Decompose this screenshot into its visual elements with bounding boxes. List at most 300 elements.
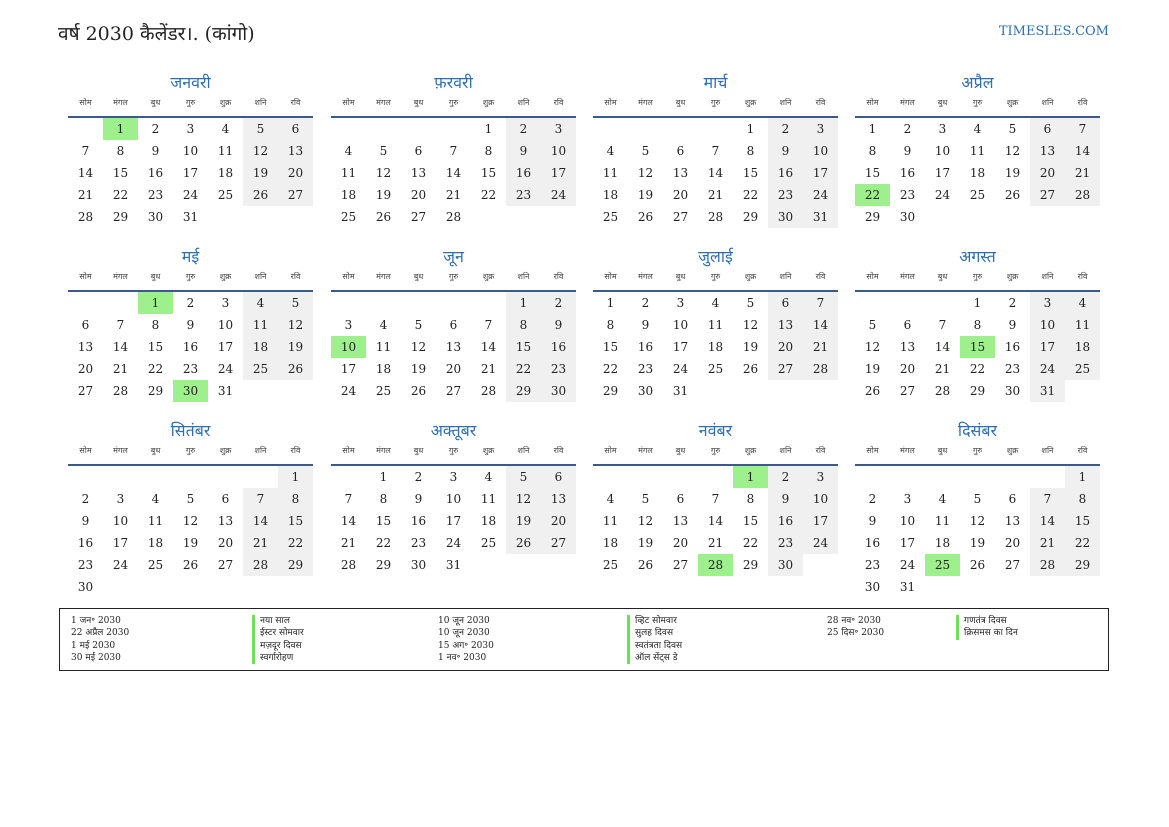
day-cell: 29 [1065,554,1100,576]
weekday-label: रवि [1077,272,1088,281]
day-cell: 27 [1030,184,1065,206]
day-cell: 23 [147,188,164,202]
day-cell: 16 [864,536,881,550]
day-cell: 12 [375,166,392,180]
weekday-label: शनि [1041,272,1054,281]
day-cell: 11 [147,514,164,528]
day-cell: 7 [243,488,278,510]
day-cell: 10 [803,140,838,162]
weekday-label: शनि [1041,446,1054,455]
day-cell: 13 [445,340,462,354]
day-cell: 14 [340,514,357,528]
day-cell: 28 [77,210,94,224]
month-name: अप्रैल [961,73,994,92]
month-calendar [855,420,1100,598]
day-cell: 14 [480,340,497,354]
day-cell: 7 [449,144,458,158]
day-cell: 11 [934,514,951,528]
day-cell: 9 [868,514,877,528]
day-cell: 30 [541,380,576,402]
empty-cell [855,292,890,314]
empty-cell [698,466,733,488]
legend-col3-names [956,615,1018,640]
weekday-label: बुध [413,98,424,107]
day-cell: 30 [410,558,427,572]
day-cell: 8 [506,314,541,336]
weekday-label: मंगल [113,98,128,107]
month-name: दिसंबर [957,421,998,440]
day-cell: 17 [541,162,576,184]
weekday-header [855,268,1100,292]
day-cell: 22 [112,188,129,202]
day-cell: 31 [1030,380,1065,402]
day-cell: 10 [331,336,366,358]
weekday-label: सोम [79,98,92,107]
empty-cell [436,118,471,140]
legend-col1-names [252,615,304,664]
day-cell: 28 [1065,184,1100,206]
day-cell: 21 [707,536,724,550]
day-cell: 19 [506,510,541,532]
month-calendar [331,420,576,576]
weekday-header [68,94,313,118]
legend-holiday-name: गणतंत्र दिवस [964,616,1007,626]
day-cell: 2 [768,118,803,140]
legend-date: 1 नव॰ 2030 [438,652,487,663]
site-link[interactable]: TIMESLES.COM [998,24,1109,39]
day-cell: 16 [899,166,916,180]
weekday-label: रवि [815,446,826,455]
legend-holiday-name: क्रिसमस का दिन [964,628,1018,639]
empty-cell [925,466,960,488]
empty-cell [628,466,663,488]
day-cell: 12 [243,140,278,162]
legend-date: 30 मई 2030 [71,652,121,663]
day-cell: 13 [77,340,94,354]
day-cell: 13 [672,166,689,180]
day-cell: 1 [379,470,388,484]
day-cell: 2 [868,492,877,506]
day-cell: 22 [742,536,759,550]
day-cell: 18 [969,166,986,180]
day-cell: 26 [410,384,427,398]
day-cell: 27 [410,210,427,224]
day-cell: 19 [637,188,654,202]
weekday-label: शनि [517,446,530,455]
weekday-label: रवि [553,272,564,281]
weekday-header [331,94,576,118]
weekday-label: शनि [517,98,530,107]
day-cell: 18 [1065,336,1100,358]
day-cell: 10 [934,144,951,158]
day-cell: 5 [278,292,313,314]
day-cell: 12 [506,488,541,510]
day-cell: 27 [541,532,576,554]
day-cell: 2 [641,296,650,310]
day-grid [331,118,576,228]
weekday-label: शनि [779,446,792,455]
empty-cell [68,466,103,488]
day-cell: 18 [602,536,619,550]
day-cell: 3 [803,466,838,488]
day-cell: 20 [672,536,689,550]
day-cell: 7 [344,492,353,506]
weekday-label: बुध [937,272,948,281]
weekday-label: गुरु [710,272,721,281]
day-cell: 6 [278,118,313,140]
weekday-label: मंगल [113,272,128,281]
day-cell: 2 [1008,296,1017,310]
day-cell: 26 [864,384,881,398]
day-cell: 14 [1030,510,1065,532]
day-cell: 1 [103,118,138,140]
day-cell: 24 [340,384,357,398]
day-cell: 20 [278,162,313,184]
day-cell: 13 [672,514,689,528]
day-cell: 20 [445,362,462,376]
day-cell: 8 [868,144,877,158]
weekday-label: शुक्र [744,272,757,281]
day-cell: 17 [182,166,199,180]
day-cell: 27 [672,558,689,572]
day-cell: 22 [969,362,986,376]
weekday-label: मंगल [638,446,653,455]
day-cell: 7 [81,144,90,158]
month-name: नवंबर [698,421,733,440]
day-cell: 13 [1004,514,1021,528]
day-cell: 14 [707,514,724,528]
empty-cell [471,292,506,314]
weekday-header [68,268,313,292]
day-cell: 28 [480,384,497,398]
empty-cell [331,118,366,140]
day-cell: 21 [934,362,951,376]
weekday-label: शुक्र [482,272,495,281]
day-cell: 5 [868,318,877,332]
day-cell: 16 [506,162,541,184]
day-cell: 2 [768,466,803,488]
day-cell: 5 [746,296,755,310]
weekday-label: रवि [815,98,826,107]
legend-holiday-name: ऑल सेंट्स डे [635,652,678,663]
day-cell: 21 [445,188,462,202]
day-cell: 19 [410,362,427,376]
day-cell: 16 [1004,340,1021,354]
day-cell: 5 [641,492,650,506]
weekday-header [855,94,1100,118]
weekday-label: शनि [779,272,792,281]
day-cell: 3 [186,122,195,136]
legend-date: 1 जन॰ 2030 [71,616,121,626]
day-cell: 26 [742,362,759,376]
weekday-label: मंगल [376,272,391,281]
day-cell: 26 [506,532,541,554]
day-cell: 15 [742,514,759,528]
day-cell: 13 [1030,140,1065,162]
day-cell: 10 [899,514,916,528]
day-cell: 27 [1004,558,1021,572]
day-grid [331,466,576,576]
day-cell: 16 [147,166,164,180]
legend-col1-dates [71,615,129,664]
day-cell: 12 [1004,144,1021,158]
empty-cell [1030,466,1065,488]
day-cell: 6 [221,492,230,506]
day-cell: 30 [1004,384,1021,398]
day-grid [68,466,313,598]
weekday-label: गुरु [448,272,459,281]
day-cell: 1 [506,292,541,314]
day-cell: 4 [606,492,615,506]
weekday-label: शुक्र [219,98,232,107]
day-cell: 21 [707,188,724,202]
day-cell: 4 [221,122,230,136]
day-cell: 28 [707,210,724,224]
weekday-header [593,268,838,292]
day-cell: 16 [768,510,803,532]
day-cell: 13 [899,340,916,354]
day-cell: 3 [903,492,912,506]
day-cell: 19 [182,536,199,550]
day-cell: 19 [742,340,759,354]
day-cell: 6 [768,292,803,314]
weekday-label: शुक्र [744,446,757,455]
day-cell: 3 [938,122,947,136]
day-cell: 19 [243,162,278,184]
month-calendar [593,246,838,402]
day-cell: 1 [973,296,982,310]
day-cell: 20 [899,362,916,376]
day-cell: 23 [410,536,427,550]
day-cell: 8 [746,492,755,506]
day-cell: 11 [217,144,234,158]
day-cell: 1 [1065,466,1100,488]
weekday-label: रवि [1077,446,1088,455]
day-cell: 1 [733,466,768,488]
day-cell: 25 [243,358,278,380]
day-cell: 18 [375,362,392,376]
day-cell: 15 [506,336,541,358]
day-cell: 4 [711,296,720,310]
day-cell: 20 [410,188,427,202]
day-cell: 24 [803,184,838,206]
day-cell: 17 [803,162,838,184]
day-cell: 14 [1065,140,1100,162]
day-cell: 14 [445,166,462,180]
weekday-label: शुक्र [219,272,232,281]
day-cell: 12 [637,514,654,528]
day-cell: 26 [637,210,654,224]
day-cell: 9 [768,488,803,510]
day-cell: 26 [243,184,278,206]
day-cell: 21 [1065,162,1100,184]
day-cell: 22 [147,362,164,376]
day-cell: 17 [112,536,129,550]
weekday-header [593,94,838,118]
weekday-header [331,442,576,466]
weekday-header [331,268,576,292]
weekday-label: बुध [413,446,424,455]
month-name: जुलाई [698,247,733,266]
weekday-label: रवि [815,272,826,281]
day-cell: 26 [637,558,654,572]
day-cell: 3 [116,492,125,506]
day-cell: 1 [868,122,877,136]
day-cell: 21 [480,362,497,376]
day-cell: 29 [864,210,881,224]
legend-holiday-name: स्वर्गारोहण [260,652,294,663]
day-cell: 25 [925,554,960,576]
empty-cell [366,292,401,314]
day-cell: 28 [803,358,838,380]
day-cell: 27 [217,558,234,572]
empty-cell [663,118,698,140]
day-cell: 6 [1030,118,1065,140]
weekday-label: शुक्र [482,446,495,455]
weekday-label: सोम [866,446,879,455]
day-cell: 26 [375,210,392,224]
day-cell: 17 [1030,336,1065,358]
legend-date: 10 जून 2030 [438,628,490,639]
day-cell: 15 [1065,510,1100,532]
day-cell: 22 [375,536,392,550]
page-title: वर्ष 2030 कैलेंडर।. (कांगो) [58,23,255,45]
weekday-label: बुध [937,446,948,455]
day-cell: 8 [151,318,160,332]
weekday-label: गुरु [710,446,721,455]
weekday-label: गुरु [448,446,459,455]
day-cell: 10 [112,514,129,528]
day-cell: 19 [278,336,313,358]
weekday-label: शुक्र [744,98,757,107]
day-grid [593,292,838,402]
day-cell: 23 [1004,362,1021,376]
day-cell: 28 [112,384,129,398]
day-cell: 2 [81,492,90,506]
weekday-header [855,442,1100,466]
weekday-label: रवि [290,272,301,281]
day-cell: 7 [938,318,947,332]
day-cell: 19 [1004,166,1021,180]
day-cell: 2 [186,296,195,310]
weekday-label: शनि [254,98,267,107]
day-cell: 19 [375,188,392,202]
day-cell: 3 [1030,292,1065,314]
day-cell: 4 [151,492,160,506]
day-cell: 5 [1008,122,1017,136]
weekday-label: शुक्र [1006,272,1019,281]
day-cell: 19 [637,536,654,550]
weekday-label: शुक्र [1006,446,1019,455]
day-cell: 8 [379,492,388,506]
weekday-label: बुध [150,446,161,455]
day-cell: 18 [934,536,951,550]
day-cell: 3 [541,118,576,140]
day-cell: 21 [1030,532,1065,554]
day-cell: 1 [278,466,313,488]
day-cell: 8 [116,144,125,158]
day-cell: 23 [637,362,654,376]
legend-holiday-name: स्वतंत्रता दिवस [635,640,683,651]
day-cell: 20 [541,510,576,532]
day-cell: 20 [77,362,94,376]
day-cell: 16 [768,162,803,184]
day-cell: 26 [182,558,199,572]
day-cell: 10 [541,140,576,162]
day-cell: 9 [641,318,650,332]
day-cell: 7 [1065,118,1100,140]
day-cell: 14 [934,340,951,354]
day-cell: 30 [637,384,654,398]
legend-date: 1 मई 2030 [71,640,116,651]
day-cell: 6 [414,144,423,158]
day-cell: 8 [746,144,755,158]
legend-date: 28 नव॰ 2030 [827,616,881,626]
day-cell: 27 [77,384,94,398]
empty-cell [173,466,208,488]
day-cell: 7 [711,144,720,158]
day-cell: 21 [243,532,278,554]
day-cell: 6 [676,144,685,158]
day-cell: 10 [217,318,234,332]
day-cell: 26 [1004,188,1021,202]
day-cell: 25 [707,362,724,376]
day-cell: 15 [112,166,129,180]
day-cell: 2 [414,470,423,484]
weekday-label: बुध [675,98,686,107]
weekday-label: बुध [413,272,424,281]
day-cell: 26 [969,558,986,572]
day-cell: 11 [243,314,278,336]
day-cell: 4 [938,492,947,506]
empty-cell [436,292,471,314]
day-cell: 10 [445,492,462,506]
weekday-label: मंगल [376,446,391,455]
weekday-label: गुरु [185,98,196,107]
day-cell: 20 [217,536,234,550]
day-cell: 22 [742,188,759,202]
day-cell: 28 [698,554,733,576]
empty-cell [68,118,103,140]
day-cell: 22 [1065,532,1100,554]
day-cell: 8 [973,318,982,332]
weekday-label: रवि [290,446,301,455]
day-cell: 10 [803,488,838,510]
weekday-label: बुध [937,98,948,107]
day-cell: 9 [151,144,160,158]
weekday-label: शनि [254,272,267,281]
day-cell: 13 [541,488,576,510]
day-cell: 5 [506,466,541,488]
day-cell: 19 [864,362,881,376]
day-cell: 12 [637,166,654,180]
legend-date: 10 जून 2030 [438,616,490,626]
day-cell: 9 [186,318,195,332]
empty-cell [401,292,436,314]
weekday-label: सोम [866,272,879,281]
day-cell: 30 [899,210,916,224]
day-cell: 4 [973,122,982,136]
empty-cell [890,466,925,488]
day-cell: 23 [541,358,576,380]
weekday-label: मंगल [900,98,915,107]
day-cell: 6 [903,318,912,332]
day-cell: 17 [217,340,234,354]
day-cell: 3 [449,470,458,484]
weekday-label: शुक्र [1006,98,1019,107]
day-cell: 29 [112,210,129,224]
day-cell: 30 [768,206,803,228]
